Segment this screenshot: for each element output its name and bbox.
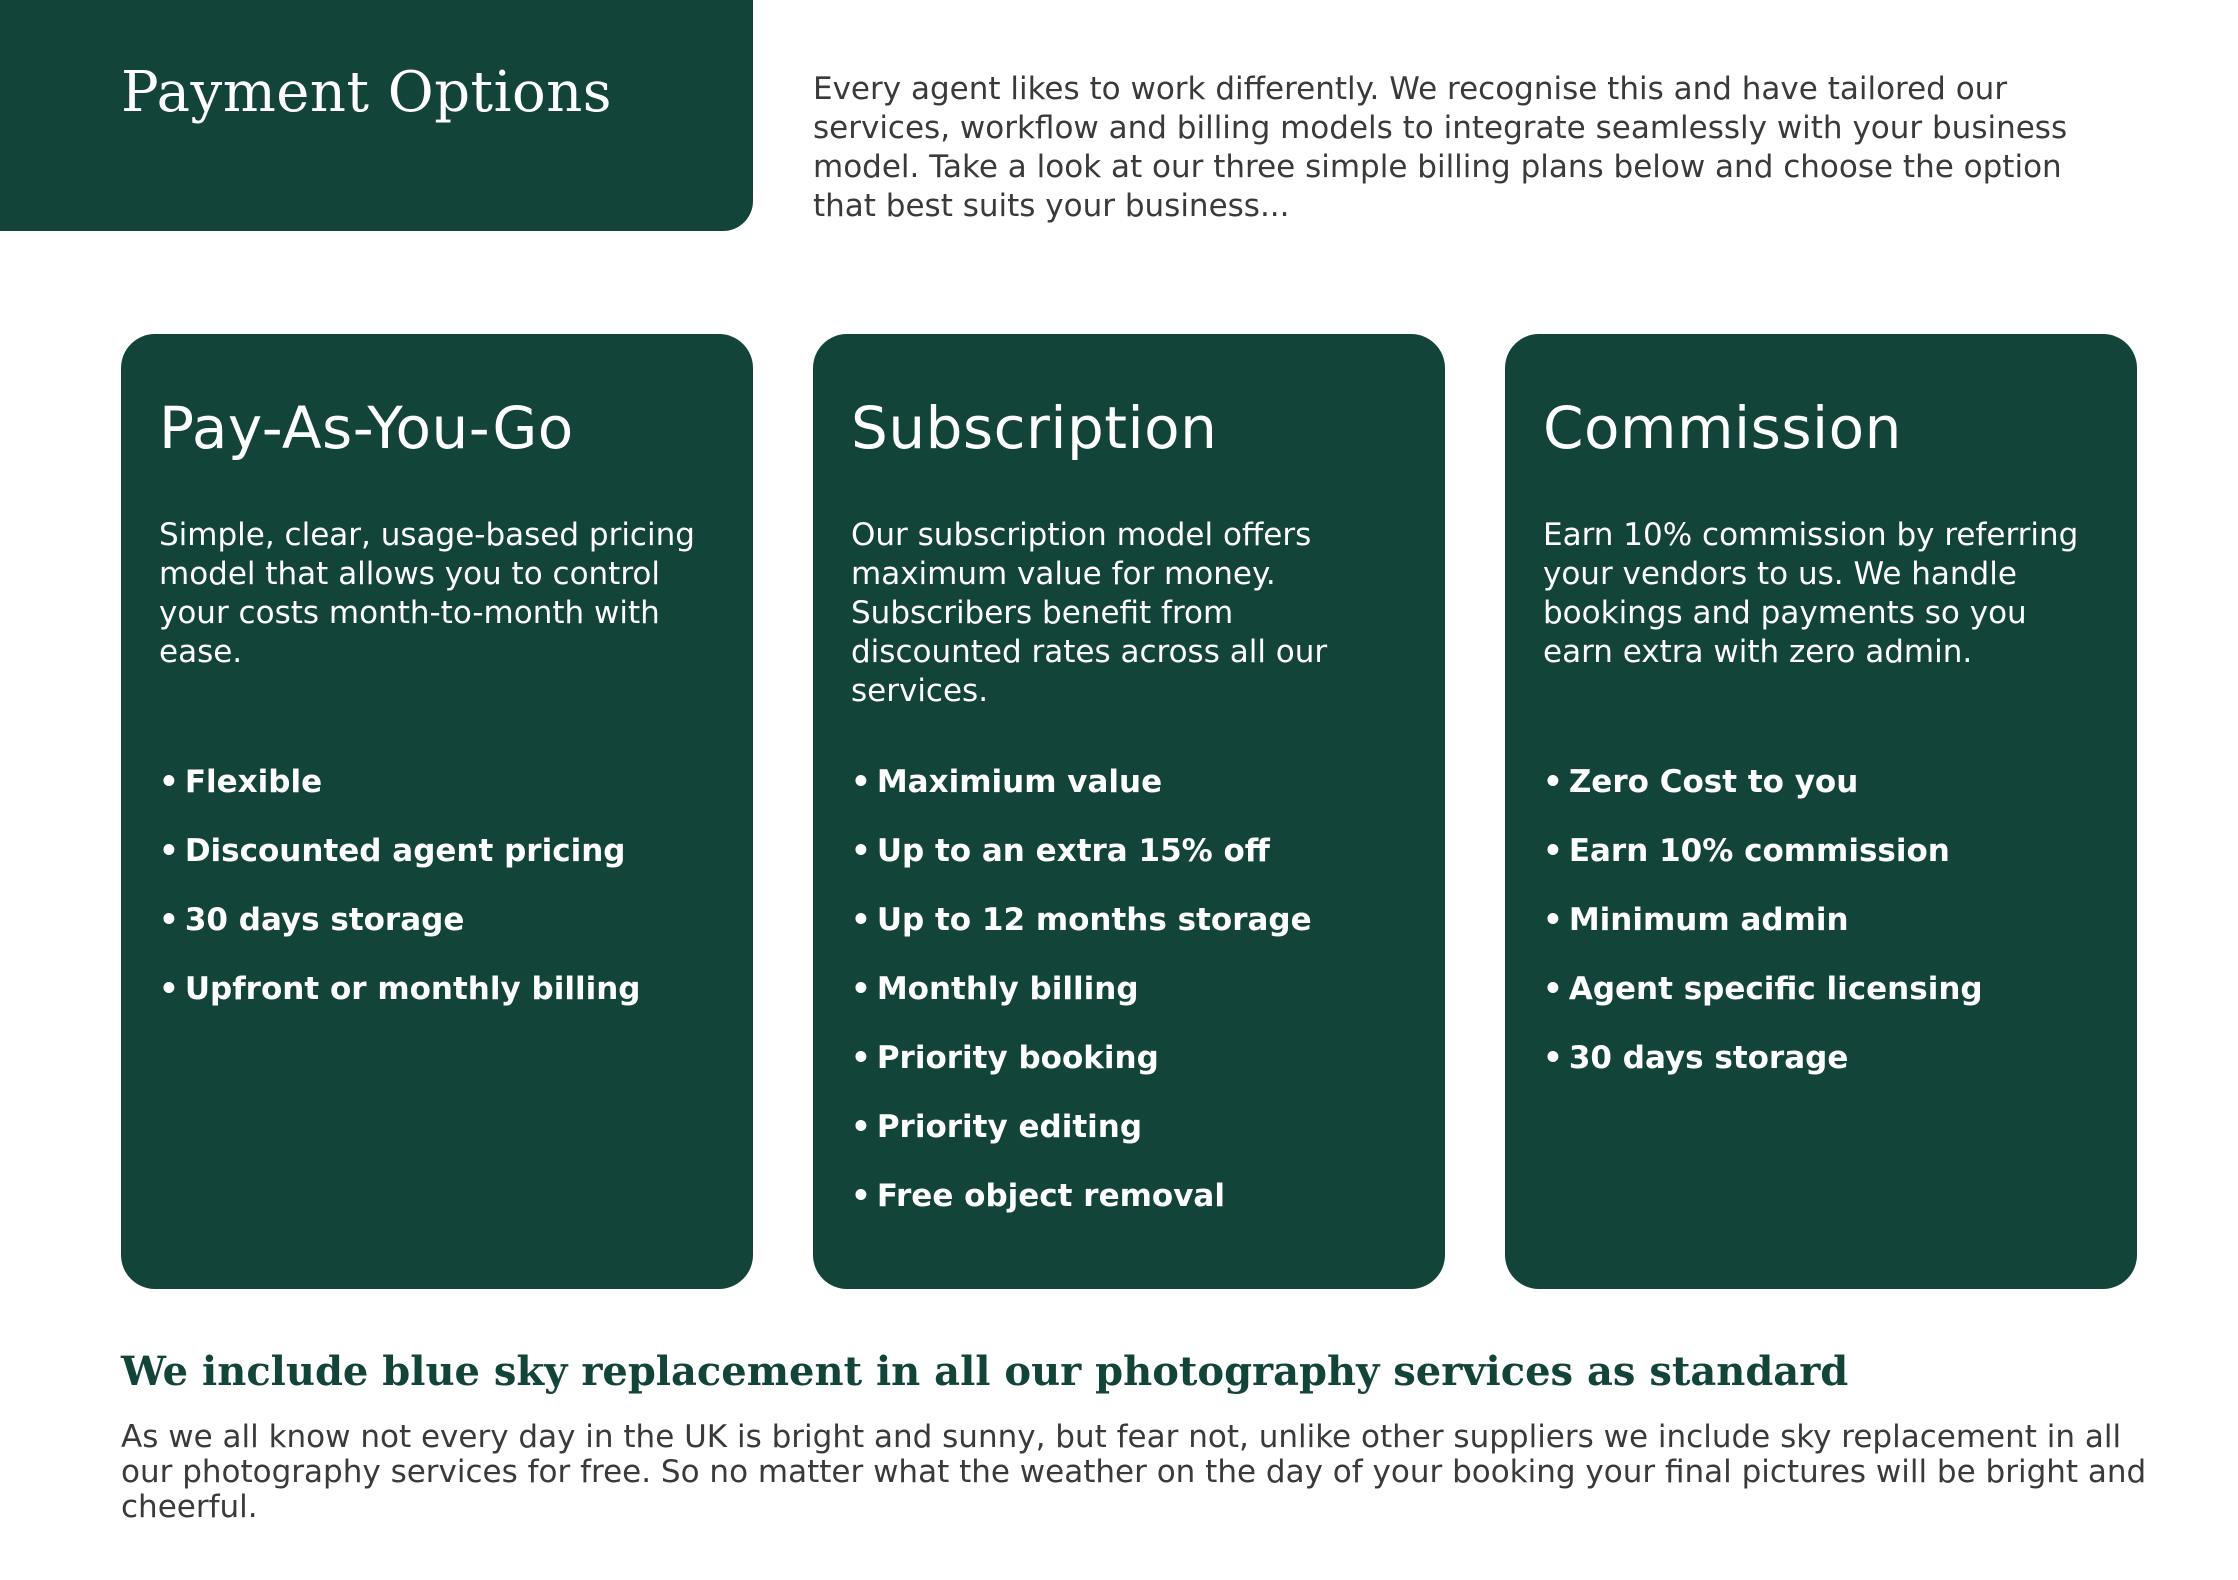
plan-feature-label: Agent specific licensing [1568, 971, 1983, 1007]
footer-paragraph: As we all know not every day in the UK is bright and sunny, but fear not, unlike other suppliers we include sky replacement in all our photography services for free. So no matter what the weather on the day of your booking your final pictures will be bright and cheerful. [121, 1419, 2147, 1525]
plan-description: Our subscription model offers maximum value for money. Subscribers benefit from discounted rates across all our services. [851, 517, 1328, 709]
bullet-icon: • [1543, 833, 1563, 869]
bullet-icon: • [851, 1040, 871, 1076]
plan-feature [851, 832, 1312, 901]
plan-feature [1543, 901, 1983, 970]
plan-feature-label: Zero Cost to you [1568, 764, 1859, 800]
bullet-icon: • [159, 764, 179, 800]
plan-feature-label: Discounted agent pricing [184, 833, 626, 869]
bullet-icon: • [851, 1109, 871, 1145]
bullet-icon: • [851, 1178, 871, 1214]
plan-feature-label: Upfront or monthly billing [184, 971, 641, 1007]
bullet-icon: • [159, 902, 179, 938]
plan-feature-label: Priority booking [876, 1040, 1159, 1076]
plan-feature [159, 901, 640, 970]
intro-paragraph: Every agent likes to work differently. We recognise this and have tailored our services, workflow and billing models to integrate seamlessly with your business model. Take a look at our three simple billing plans below and choose the option that best suits your business... [813, 71, 2068, 224]
plan-feature [1543, 832, 1983, 901]
plan-feature [159, 970, 640, 1039]
plan-feature-label: Up to 12 months storage [876, 902, 1312, 938]
plan-feature-list [851, 763, 1312, 1246]
plan-feature [1543, 763, 1983, 832]
bullet-icon: • [1543, 971, 1563, 1007]
plan-title: Commission [1543, 394, 1902, 462]
plan-feature-label: 30 days storage [1568, 1040, 1849, 1076]
plan-feature [1543, 970, 1983, 1039]
plan-title: Subscription [851, 394, 1218, 462]
plan-feature-list [1543, 763, 1983, 1108]
plan-feature-label: Monthly billing [876, 971, 1139, 1007]
plan-description: Simple, clear, usage-based pricing model that allows you to control your costs month-to-month with ease. [159, 517, 695, 670]
plan-feature [159, 763, 640, 832]
plan-card-subscription [813, 334, 1445, 1289]
bullet-icon: • [159, 833, 179, 869]
plan-feature [851, 1039, 1312, 1108]
plan-feature-label: Maximium value [876, 764, 1163, 800]
bullet-icon: • [851, 971, 871, 1007]
plan-feature-label: Priority editing [876, 1109, 1143, 1145]
plan-feature-label: Flexible [184, 764, 323, 800]
plan-feature-list [159, 763, 640, 1039]
plan-feature-label: Earn 10% commission [1568, 833, 1950, 869]
plan-title: Pay-As-You-Go [159, 394, 574, 462]
plan-feature-label: Minimum admin [1568, 902, 1849, 938]
plan-feature [159, 832, 640, 901]
plan-feature [851, 1177, 1312, 1246]
bullet-icon: • [1543, 1040, 1563, 1076]
plan-feature [851, 901, 1312, 970]
plan-description: Earn 10% commission by referring your vendors to us. We handle bookings and payments so you earn extra with zero admin. [1543, 517, 2079, 670]
plan-feature [851, 763, 1312, 832]
footer-heading: We include blue sky replacement in all our photography services as standard [121, 1348, 1849, 1395]
plan-feature-label: Up to an extra 15% off [876, 833, 1270, 869]
bullet-icon: • [1543, 764, 1563, 800]
bullet-icon: • [159, 971, 179, 1007]
page-title: Payment Options [121, 60, 612, 125]
plan-feature [851, 1108, 1312, 1177]
header-block [0, 0, 753, 231]
plan-feature-label: Free object removal [876, 1178, 1225, 1214]
plan-feature [1543, 1039, 1983, 1108]
plan-card-pay-as-you-go [121, 334, 753, 1289]
bullet-icon: • [1543, 902, 1563, 938]
plan-feature-label: 30 days storage [184, 902, 465, 938]
bullet-icon: • [851, 833, 871, 869]
plan-feature [851, 970, 1312, 1039]
bullet-icon: • [851, 764, 871, 800]
bullet-icon: • [851, 902, 871, 938]
plan-card-commission [1505, 334, 2137, 1289]
